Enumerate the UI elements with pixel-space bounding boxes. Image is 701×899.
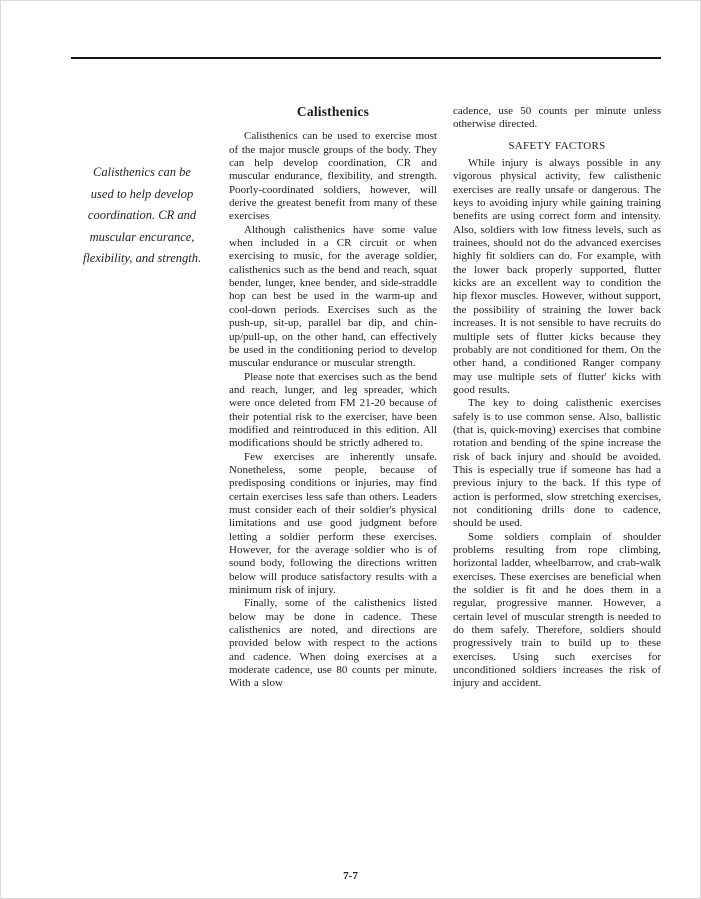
paragraph: Calisthenics can be used to exercise most of the major muscle groups of the body. They can help develop coordination, CR and muscular endurance, flexibility, and strength. Poorly-coordinated soldiers, however, will derive the greatest benefit from many of these exercises bbox=[229, 130, 437, 223]
paragraph: Some soldiers complain of shoulder problems resulting from rope climbing, horizontal ladder, wheelbarrow, and crab-walk exercises. These exercises are beneficial when the soldier is fit and he does them in a regular, progressive manner. However, a certain level of muscular strength is needed to do them safely. Therefore, soldiers should progressively train to build up to these exercises. Using such exercises for unconditioned soldiers increases the risk of injury and accident. bbox=[453, 530, 661, 690]
paragraph: Finally, some of the calisthenics listed below may be done in cadence. These calisthenics are noted, and directions are provided below with respect to the actions and cadence. When doing exercises at a moderate cadence, use 80 counts per minute. With a slow bbox=[229, 597, 437, 690]
paragraph: Although calisthenics have some value when included in a CR circuit or when exercising to music, for the average soldier, calisthenics such as the bend and reach, squat bender, lunger, knee bender, and side-straddle hop can best be used in the warm-up and cool-down periods. Exercises such as the push-up, sit-up, parallel bar dip, and chin-up/pull-up, on the other hand, can effectively be used in the conditioning period to develop muscular endurance or muscular strength. bbox=[229, 223, 437, 370]
paragraph: The key to doing calisthenic exercises safely is to use common sense. Also, ballistic (that is, quick-moving) exercises that combine rotation and bending of the spine increase the risk of back injury and should be avoided. This is especially true if someone has had a previous injury to the back. If this type of action is performed, slow stretching exercises, not conditioning drills done to cadence, should be used. bbox=[453, 397, 661, 530]
margin-note-line: used to help develop bbox=[90, 186, 194, 201]
paragraph: While injury is always possible in any vigorous physical activity, few calisthenic exercises are really unsafe or dangerous. The keys to avoiding injury while gaining training benefits are using correct form and intensity. Also, soldiers with low fitness levels, such as trainees, should not do the advanced exercises highly fit soldiers can do. For example, with the lower back properly supported, flutter kicks are an excellent way to condition the hip flexor muscles. However, without support, the possibility of straining the lower back increases. It is not sensible to have recruits do multiple sets of flutter kicks because they probably are not conditioned for them. On the other hand, a conditioned Ranger company may use multiple sets of flutter' kicks with good results. bbox=[453, 157, 661, 396]
margin-note-line: flexibility, and strength. bbox=[82, 251, 202, 265]
page-title: Calisthenics bbox=[296, 104, 370, 119]
margin-note-line: coordination. CR and bbox=[87, 208, 197, 222]
paragraph: Few exercises are inherently unsafe. Nonetheless, some people, because of predisposing conditions or injuries, may find certain exercises less safe than others. Leaders must consider each of their soldier's physical limitations and use good judgment before letting a soldier perform these exercises. However, for the average soldier who is of sound body, following the directions written below will produce satisfactory results with a minimum risk of injury. bbox=[229, 450, 437, 597]
right-column bbox=[453, 105, 661, 691]
margin-note-line: Calisthenics can be bbox=[93, 165, 191, 179]
page-number: 7-7 bbox=[343, 870, 358, 882]
text-columns bbox=[229, 105, 661, 691]
left-column bbox=[229, 105, 437, 691]
section-heading: SAFETY FACTORS bbox=[508, 139, 606, 152]
margin-note-line: muscular encurance, bbox=[89, 229, 195, 244]
paragraph: Please note that exercises such as the bend and reach, lunger, and leg spreader, which were once deleted from FM 21-20 because of their potential risk to the exerciser, have been modified and reintroduced in this edition. All modifications should be strictly adhered to. bbox=[229, 370, 437, 450]
margin-note bbox=[61, 162, 223, 270]
top-rule bbox=[71, 57, 661, 59]
continuation-paragraph: cadence, use 50 counts per minute unless otherwise directed. bbox=[453, 105, 661, 131]
